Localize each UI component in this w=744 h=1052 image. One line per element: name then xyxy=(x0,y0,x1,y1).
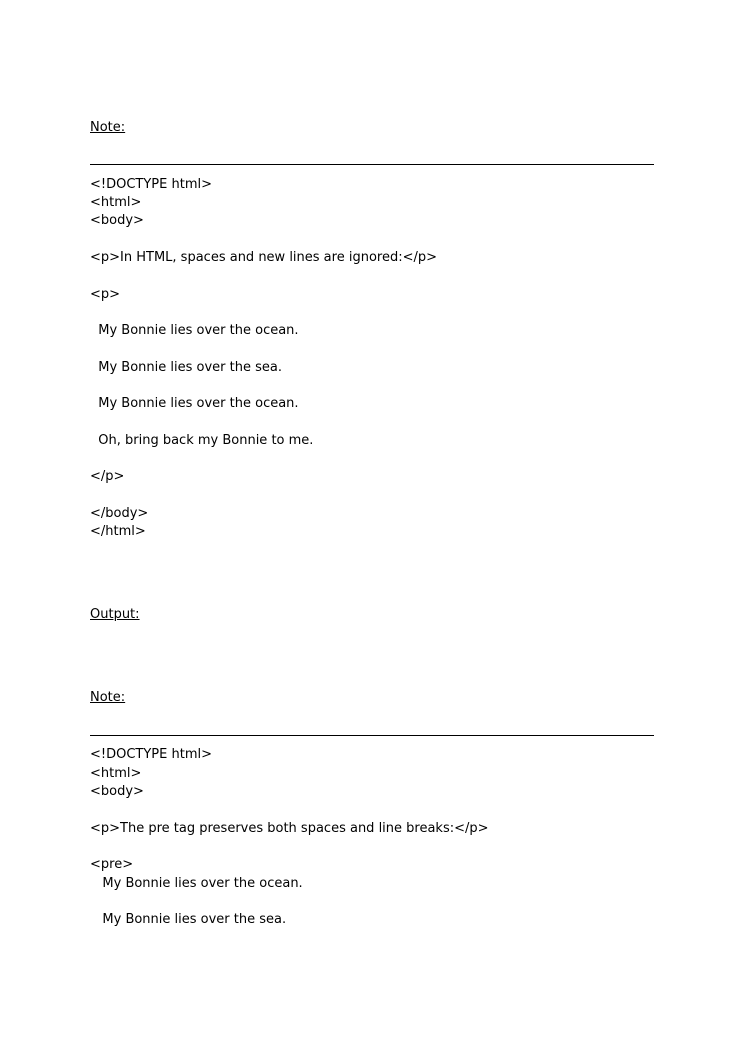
code-line: </html> xyxy=(90,524,146,539)
code-line: <!DOCTYPE html> xyxy=(90,177,212,192)
code-line: <html> xyxy=(90,195,142,210)
output-heading: Output: xyxy=(90,607,140,622)
horizontal-rule-2 xyxy=(90,735,654,736)
code-line: </p> xyxy=(90,469,125,484)
code-line: </body> xyxy=(90,506,149,521)
code-line: <html> xyxy=(90,766,142,781)
code-line: <!DOCTYPE html> xyxy=(90,747,212,762)
code-line: My Bonnie lies over the ocean. xyxy=(90,323,299,338)
code-line: <body> xyxy=(90,784,144,799)
code-line: <p> xyxy=(90,287,121,302)
code-line: My Bonnie lies over the sea. xyxy=(90,360,282,375)
code-line: My Bonnie lies over the sea. xyxy=(90,912,287,927)
note-heading-1: Note: xyxy=(90,120,126,135)
code-line: <body> xyxy=(90,213,144,228)
horizontal-rule-1 xyxy=(90,164,654,165)
code-line: Oh, bring back my Bonnie to me. xyxy=(90,433,314,448)
code-line: <p>The pre tag preserves both spaces and line breaks:</p> xyxy=(90,821,489,836)
code-line: My Bonnie lies over the ocean. xyxy=(90,396,299,411)
code-line: <pre> xyxy=(90,857,134,872)
note-heading-2: Note: xyxy=(90,690,126,705)
code-line: <p>In HTML, spaces and new lines are ignored:</p> xyxy=(90,250,438,265)
code-line: My Bonnie lies over the ocean. xyxy=(90,876,303,891)
